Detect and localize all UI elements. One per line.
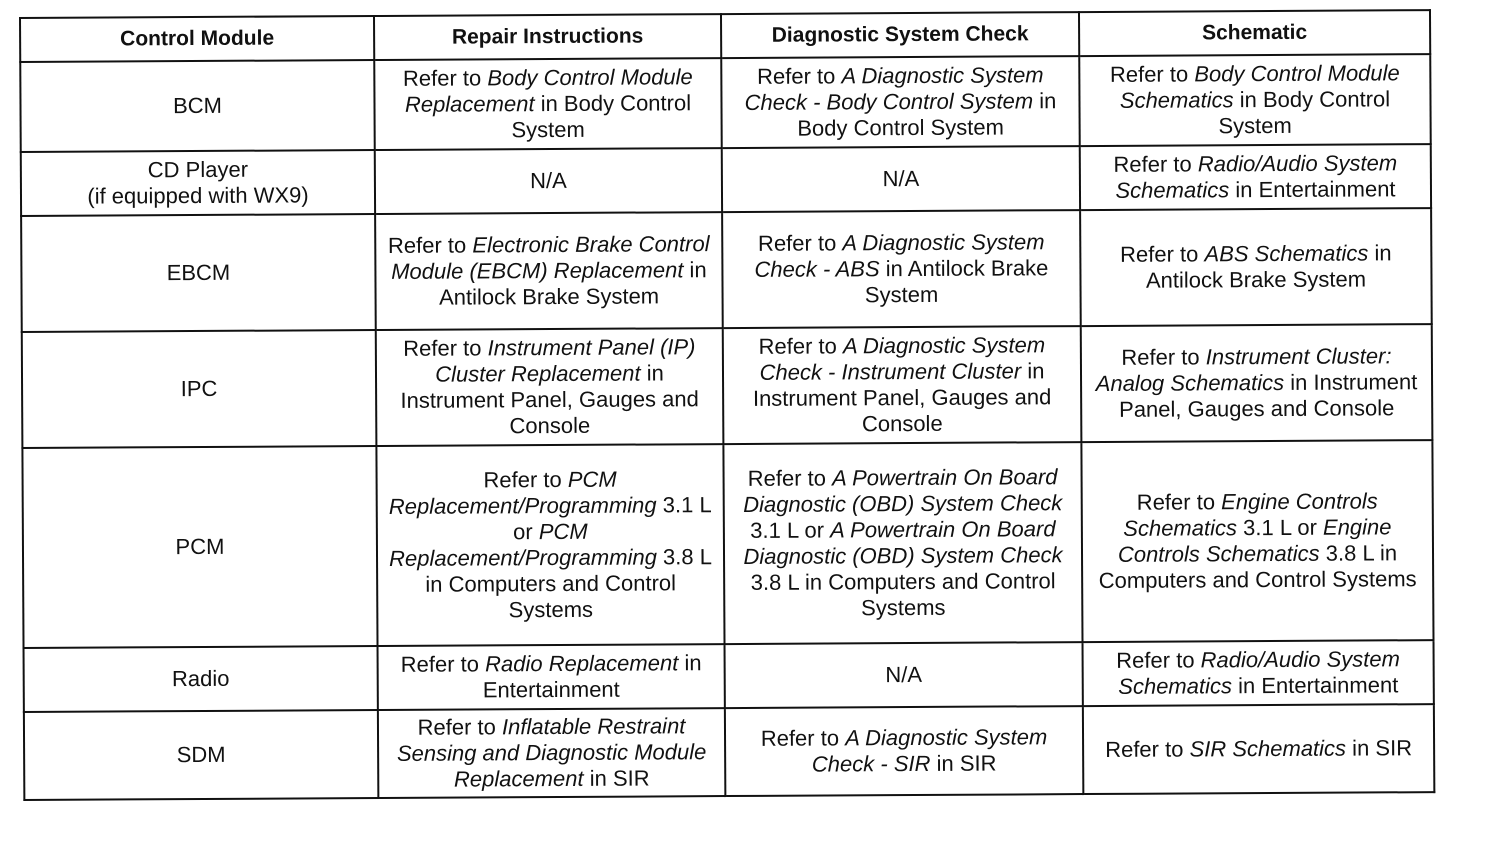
reference-title: Electronic Brake Control Module (EBCM) Replacement [391, 231, 710, 284]
reference-title: A Diagnostic System Check - Instrument Cluster [759, 332, 1046, 385]
diagnostic-check-cell [725, 706, 1083, 796]
cell-text: Refer to [387, 232, 473, 258]
reference-title: A Diagnostic System Check - SIR [811, 724, 1048, 777]
repair-instructions-cell [376, 328, 724, 446]
module-name-line: IPC [180, 375, 218, 402]
table-row [24, 640, 1434, 712]
cell-text: Refer to [400, 651, 486, 677]
diagnostic-check-cell [725, 642, 1083, 708]
cell-text: Refer to [757, 63, 842, 89]
table-row [20, 54, 1430, 152]
cell-text: in Body Control System [1218, 86, 1391, 139]
cell-text: Refer to [403, 335, 488, 361]
reference-title: A Powertrain On Board Diagnostic (OBD) System Check [743, 516, 1063, 569]
schematic-cell [1080, 144, 1431, 210]
cell-text: Refer to [1120, 241, 1205, 267]
reference-title: A Powertrain On Board Diagnostic (OBD) System Check [743, 464, 1063, 517]
control-module-cell [22, 330, 377, 448]
module-name-line: Radio [171, 665, 230, 692]
reference-title: Instrument Panel (IP) Cluster Replacement [435, 334, 696, 387]
cell-text: 3.8 L in Computers and Control Systems [750, 568, 1056, 621]
module-name-line: EBCM [166, 259, 231, 286]
cell-text: Refer to [1136, 489, 1222, 515]
diagnostic-check-cell [722, 146, 1080, 212]
cell-text: Refer to [747, 465, 833, 491]
reference-title: Engine Controls Schematics [1117, 514, 1392, 567]
reference-title: Radio Replacement [484, 650, 679, 677]
cell-text: in Entertainment [482, 650, 702, 703]
cell-text: in Antilock Brake System [864, 255, 1049, 308]
diagnostic-check-cell [721, 56, 1079, 148]
cell-text: in Instrument Panel, Gauges and Console [1119, 369, 1418, 422]
cell-text: Refer to [1113, 151, 1198, 177]
cell-text: in SIR [1345, 735, 1413, 761]
cell-text: in Entertainment [1229, 176, 1396, 203]
schematic-cell [1081, 324, 1433, 442]
module-name-line: CD Player [147, 156, 249, 183]
control-module-table [19, 9, 1435, 801]
reference-title: Engine Controls Schematics [1123, 488, 1378, 541]
cell-text: 3.1 L or [750, 517, 831, 543]
cell-text: in Antilock Brake System [438, 257, 707, 310]
diagnostic-check-cell [722, 210, 1081, 328]
table-row [21, 208, 1432, 332]
reference-title: SIR Schematics [1189, 735, 1347, 762]
cell-text: N/A [885, 661, 923, 688]
module-name-line: SDM [176, 741, 226, 768]
table-row [21, 144, 1431, 216]
cell-text: 3.1 L or [1236, 514, 1324, 541]
cell-text: in Entertainment [1231, 672, 1399, 699]
cell-text: in Instrument Panel, Gauges and Console [752, 358, 1052, 437]
diagnostic-check-cell [723, 442, 1082, 644]
cell-text: Refer to [483, 466, 568, 493]
header-repair-instructions: Repair Instructions [374, 14, 721, 60]
cell-text: Refer to [1109, 61, 1195, 87]
cell-text: Refer to [1121, 344, 1206, 370]
reference-title: A Diagnostic System Check - ABS [754, 229, 1045, 282]
repair-instructions-cell [378, 708, 725, 798]
cell-text: Refer to [1116, 647, 1201, 673]
control-module-cell [24, 646, 378, 712]
cell-text: Refer to [417, 714, 503, 740]
schematic-cell [1081, 440, 1433, 642]
cell-text: Refer to [760, 725, 846, 751]
repair-instructions-cell [374, 58, 721, 150]
reference-title: Radio/Audio System Schematics [1115, 150, 1398, 203]
repair-instructions-cell [378, 644, 725, 710]
module-name-line: (if equipped with WX9) [87, 182, 309, 209]
cell-text: Refer to [402, 65, 488, 91]
schematic-cell [1079, 54, 1430, 146]
repair-instructions-cell [375, 148, 722, 214]
reference-title: PCM Replacement/Programming [389, 518, 657, 571]
cell-text: in SIR [930, 750, 997, 776]
cell-text: Refer to [758, 333, 844, 359]
cell-text: in Body Control System [797, 88, 1057, 141]
reference-title: Radio/Audio System Schematics [1118, 646, 1401, 699]
control-module-cell [21, 150, 375, 216]
header-diagnostic-system-check: Diagnostic System Check [721, 12, 1079, 58]
schematic-cell [1083, 704, 1434, 794]
diagnostic-check-cell [723, 326, 1082, 444]
cell-text: Refer to [1105, 736, 1190, 762]
reference-title: Inflatable Restraint Sensing and Diagnostic Module Replacement [396, 713, 707, 792]
cell-text: Refer to [757, 230, 843, 256]
cell-text: 3.8 L in Computers and Control Systems [1098, 540, 1417, 593]
module-name-line: PCM [175, 533, 225, 560]
cell-text: in SIR [583, 765, 650, 791]
reference-title: A Diagnostic System Check - Body Control System [744, 62, 1044, 115]
cell-text: N/A [882, 165, 920, 192]
reference-title: PCM Replacement/Programming [388, 466, 657, 519]
reference-title: Instrument Cluster: Analog Schematics [1095, 343, 1392, 396]
repair-instructions-cell [375, 212, 723, 330]
reference-title: ABS Schematics [1204, 240, 1369, 267]
table-row [22, 440, 1433, 648]
reference-title: Body Control Module Replacement [404, 64, 693, 117]
module-name-line: BCM [172, 92, 223, 119]
cell-text: in Instrument Panel, Gauges and Console [400, 360, 699, 439]
control-module-cell [24, 710, 378, 800]
cell-text: 3.1 L or [513, 492, 712, 545]
table-row [24, 704, 1434, 800]
cell-text: in Antilock Brake System [1145, 240, 1392, 293]
header-schematic: Schematic [1079, 10, 1430, 56]
control-module-cell [21, 214, 376, 332]
table-row [22, 324, 1433, 448]
schematic-cell [1080, 208, 1432, 326]
cell-text: 3.8 L in Computers and Control Systems [425, 544, 713, 623]
reference-title: Body Control Module Schematics [1119, 60, 1400, 113]
control-module-cell [20, 60, 374, 152]
repair-instructions-cell [376, 444, 724, 646]
header-control-module: Control Module [20, 16, 374, 62]
cell-text: N/A [530, 167, 567, 194]
header-row [20, 10, 1430, 62]
cell-text: in Body Control System [511, 90, 692, 143]
schematic-cell [1083, 640, 1434, 706]
control-module-cell [22, 446, 377, 648]
table-body [20, 54, 1434, 800]
